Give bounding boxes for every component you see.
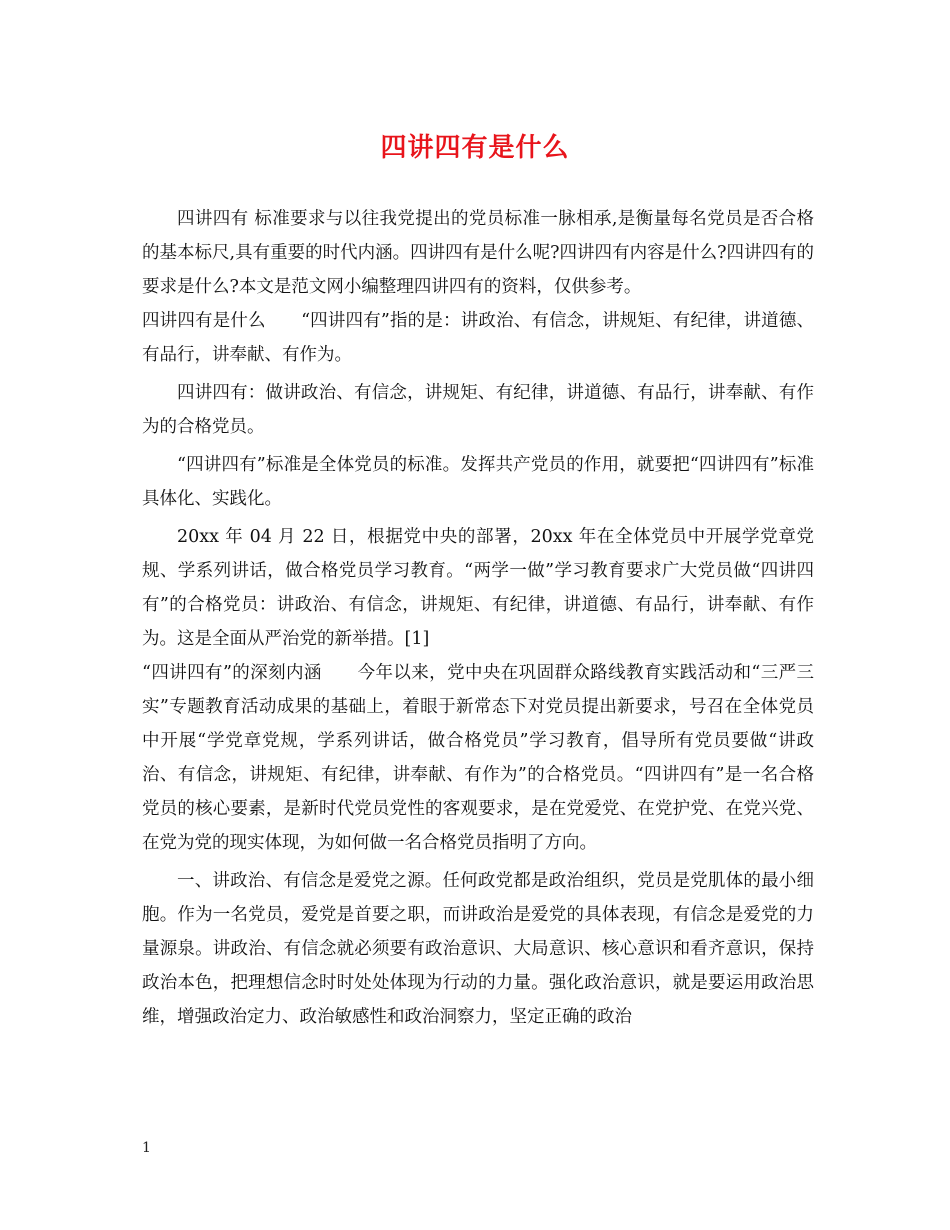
paragraph-definition: 四讲四有是什么 “四讲四有”指的是：讲政治、有信念，讲规矩、有纪律，讲道德、有品行，讲奉献、有作为。: [142, 311, 814, 365]
page-number: 1: [142, 1140, 151, 1156]
paragraph-connotation: “四讲四有”的深刻内涵 今年以来，党中央在巩固群众路线教育实践活动和“三严三实”专题教育活动成果的基础上，着眼于新常态下对党员提出新要求，号召在全体党员中开展“学党章党规，学系列讲话，做合格党员”学习教育，倡导所有党员要做“讲政治、有信念，讲规矩、有纪律，讲奉献、有作为”的合格党员。“四讲四有”是一名合格党员的核心要素，是新时代党员党性的客观要求，是在党爱党、在党护党、在党兴党、在党为党的现实体现，为如何做一名合格党员指明了方向。: [142, 663, 814, 853]
paragraph-standard: “四讲四有”标准是全体党员的标准。发挥共产党员的作用，就要把“四讲四有”标准具体化、实践化。: [142, 455, 814, 509]
paragraph-intro: 四讲四有 标准要求与以往我党提出的党员标准一脉相承,是衡量每名党员是否合格的基本标尺,具有重要的时代内涵。四讲四有是什么呢?四讲四有内容是什么?四讲四有的要求是什么?本文是范文网小编整理四讲四有的资料，仅供参考。: [142, 209, 814, 297]
paragraph-history: 20xx 年 04 月 22 日，根据党中央的部署，20xx 年在全体党员中开展学党章党规、学系列讲话，做合格党员学习教育。“两学一做”学习教育要求广大党员做“四讲四有”的合格党员：讲政治、有信念，讲规矩、有纪律，讲道德、有品行，讲奉献、有作为。这是全面从严治党的新举措。[1]: [142, 527, 814, 649]
document-title: 四讲四有是什么: [380, 133, 570, 163]
paragraph-section-one: 一、讲政治、有信念是爱党之源。任何政党都是政治组织，党员是党肌体的最小细胞。作为一名党员，爱党是首要之职，而讲政治是爱党的具体表现，有信念是爱党的力量源泉。讲政治、有信念就必须要有政治意识、大局意识、核心意识和看齐意识，保持政治本色，把理想信念时时处处体现为行动的力量。强化政治意识，就是要运用政治思维，增强政治定力、政治敏感性和政治洞察力，坚定正确的政治: [142, 871, 814, 1027]
document-body: [142, 202, 814, 1034]
paragraph-summary: 四讲四有：做讲政治、有信念，讲规矩、有纪律，讲道德、有品行，讲奉献、有作为的合格党员。: [142, 383, 814, 437]
